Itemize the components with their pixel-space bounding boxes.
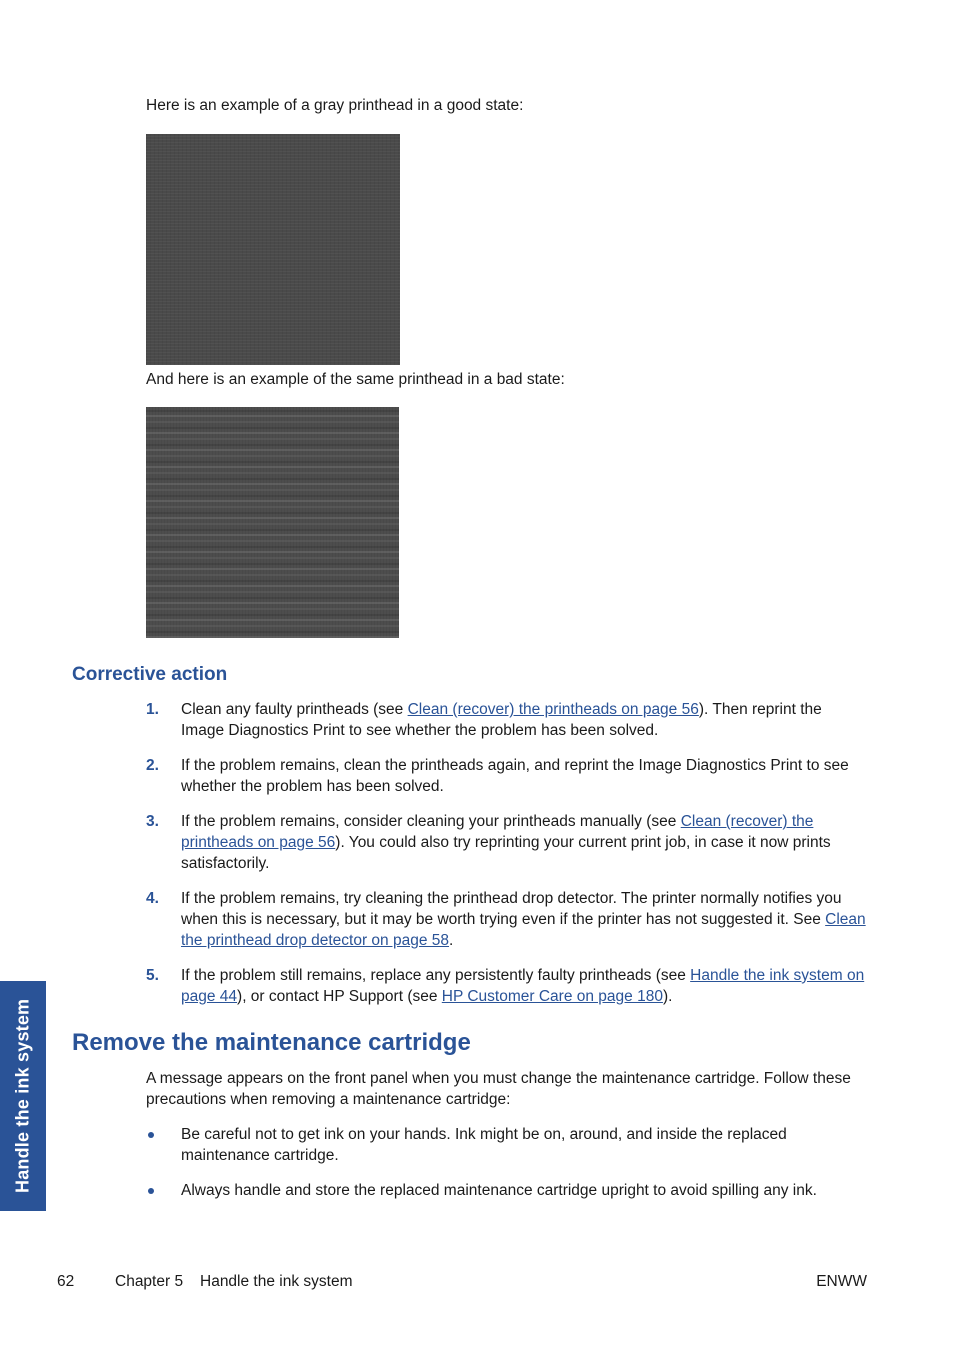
step-text: If the problem remains, clean the printheads again, and reprint the Image Diagnostics Print to see whether the problem has been solved. <box>181 757 849 795</box>
step-text: ). You could also try reprinting your current print job, in case it now prints satisfactorily. <box>181 834 831 872</box>
link-handle-ink-system[interactable]: Handle the ink system on page 44 <box>181 967 865 1005</box>
bullet-icon <box>148 1188 154 1194</box>
bullet-text: Always handle and store the replaced maintenance cartridge upright to avoid spilling any ink. <box>181 1182 817 1199</box>
step-text: If the problem still remains, replace any persistently faulty printheads (see <box>181 967 691 984</box>
good-printhead-sample-image <box>146 134 400 365</box>
intro-good-text: Here is an example of a gray printhead in a good state: <box>146 97 524 114</box>
step-text: If the problem remains, consider cleaning your printheads manually (see <box>181 813 681 830</box>
corrective-action-heading: Corrective action <box>72 664 228 685</box>
step-item-2 <box>146 755 866 797</box>
step-number: 5. <box>146 967 159 984</box>
link-clean-printheads[interactable]: Clean (recover) the printheads on page 56 <box>181 813 814 851</box>
step-item-5 <box>146 965 866 1007</box>
link-clean-drop-detector[interactable]: Clean the printhead drop detector on page 58 <box>181 911 866 949</box>
step-text: . <box>449 932 454 949</box>
footer-locale-code: ENWW <box>816 1273 867 1290</box>
step-number: 3. <box>146 813 159 830</box>
step-text: ). Then reprint the Image Diagnostics Print to see whether the problem has been solved. <box>181 701 822 739</box>
step-text: If the problem remains, try cleaning the printhead drop detector. The printer normally notifies you when this is necessary, but it may be worth trying even if the printer has not suggested it. See <box>181 890 842 928</box>
step-number: 2. <box>146 757 159 774</box>
step-item-3 <box>146 811 866 874</box>
footer-page-number: 62 <box>57 1273 75 1290</box>
step-text: ). <box>662 988 673 1005</box>
footer-chapter: Chapter 5 <box>115 1273 184 1290</box>
step-number: 1. <box>146 701 159 718</box>
section-heading-maintenance: Remove the maintenance cartridge <box>72 1029 471 1056</box>
bad-printhead-sample-image <box>146 407 399 638</box>
step-number: 4. <box>146 890 159 907</box>
chapter-side-tab <box>0 981 46 1211</box>
footer-chapter-title: Handle the ink system <box>200 1273 353 1290</box>
bullet-text: Be careful not to get ink on your hands. Ink might be on, around, and inside the replaced maintenance cartridge. <box>181 1126 787 1164</box>
intro-bad-text: And here is an example of the same printhead in a bad state: <box>146 371 565 388</box>
link-clean-printheads[interactable]: Clean (recover) the printheads on page 56 <box>407 701 699 718</box>
chapter-side-tab-label: Handle the ink system <box>12 998 33 1194</box>
bullet-icon <box>148 1132 154 1138</box>
step-item-1 <box>146 699 866 741</box>
step-text: ), or contact HP Support (see <box>237 988 442 1005</box>
bullet-item <box>146 1180 866 1201</box>
step-item-4 <box>146 888 866 951</box>
link-hp-customer-care[interactable]: HP Customer Care on page 180 <box>441 988 663 1005</box>
maintenance-intro-text: A message appears on the front panel when you must change the maintenance cartridge. Follow these precautions when removing a maintenance cartridge: <box>146 1070 851 1108</box>
bullet-item <box>146 1124 866 1166</box>
step-text: Clean any faulty printheads (see <box>181 701 408 718</box>
